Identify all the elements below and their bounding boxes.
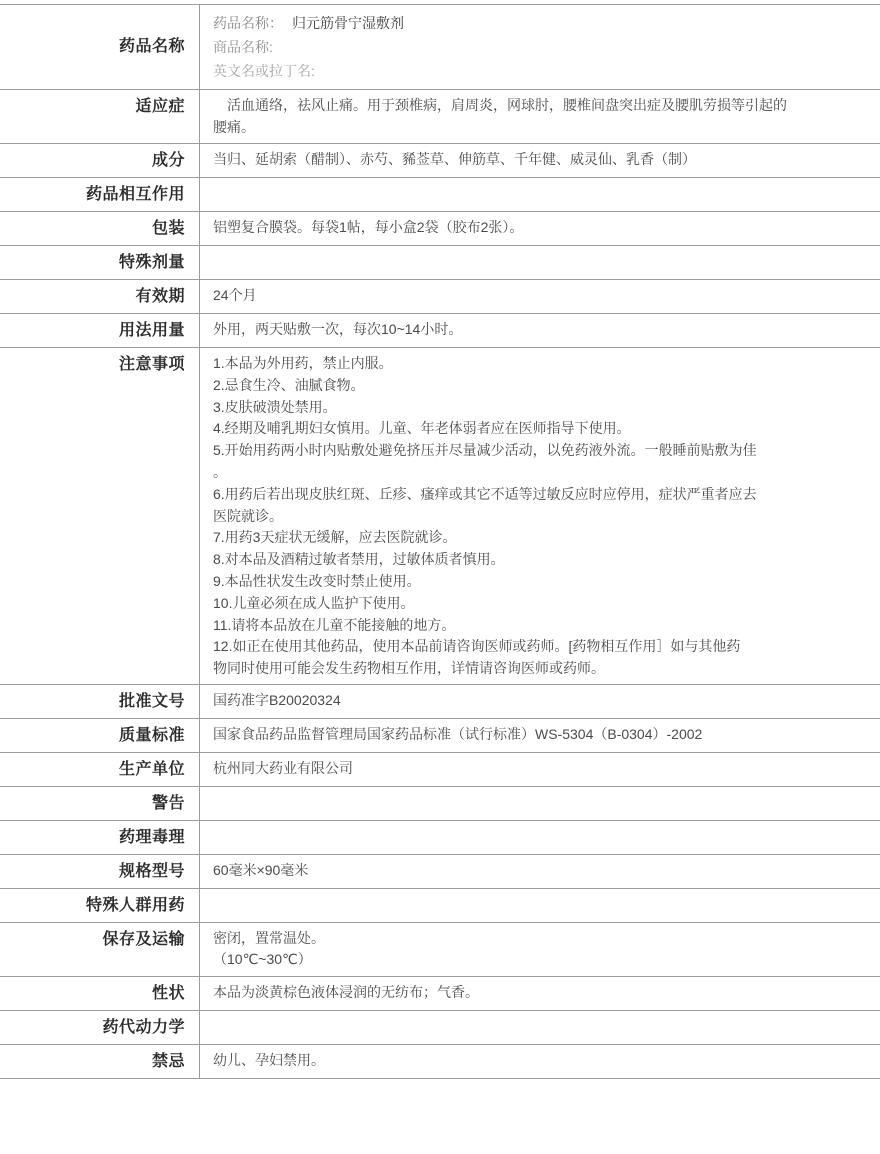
row-label: 质量标准: [0, 719, 200, 752]
row-content: [200, 5, 880, 89]
text-line: 5.开始用药两小时内贴敷处避免挤压并尽量减少活动，以免药液外流。一般睡前贴敷为佳: [213, 442, 757, 459]
text-line: （10℃~30℃）: [213, 951, 312, 968]
text-line: 医院就诊。: [213, 507, 283, 524]
text-line: 杭州同大药业有限公司: [213, 759, 353, 776]
row-dosage-usage: [0, 314, 880, 348]
row-content: [200, 1011, 880, 1044]
text-line: 外用，两天贴敷一次，每次10~14小时。: [213, 321, 463, 337]
row-label: 特殊剂量: [0, 246, 200, 279]
row-special-dosage: [0, 246, 880, 280]
row-storage-transport: [0, 923, 880, 977]
row-content: [200, 246, 880, 279]
row-appearance: [0, 977, 880, 1011]
page: [0, 4, 880, 1154]
text-line: 1.本品为外用药，禁止内服。: [213, 355, 393, 371]
row-content: [200, 178, 880, 211]
text-line: 6.用药后若出现皮肤红斑、丘疹、瘙痒或其它不适等过敏反应时应停用，症状严重者应去: [213, 485, 757, 502]
text-line: 11.请将本品放在儿童不能接触的地方。: [213, 616, 456, 633]
text-line: 7.用药3天症状无缓解，应去医院就诊。: [213, 529, 457, 546]
row-quality-standard: [0, 719, 880, 753]
row-packaging: [0, 212, 880, 246]
row-content: [200, 212, 880, 245]
text-line: 国家食品药品监督管理局国家药品标准（试行标准）WS-5304（B-0304）-2002: [213, 725, 703, 742]
row-content: [200, 855, 880, 888]
row-content: [200, 753, 880, 786]
row-manufacturer: [0, 753, 880, 787]
row-special-populations: [0, 889, 880, 923]
text-line: 3.皮肤破溃处禁用。: [213, 398, 337, 415]
text-line: 4.经期及哺乳期妇女慎用。儿童、年老体弱者应在医师指导下使用。: [213, 420, 631, 437]
row-content: [200, 685, 880, 718]
row-label: 药品相互作用: [0, 178, 200, 211]
english-name-line: 英文名或拉丁名:: [213, 63, 315, 79]
text-line: 本品为淡黄棕色液体浸润的无纺布；气香。: [213, 983, 479, 1000]
row-warning: [0, 787, 880, 821]
text-line: 8.对本品及酒精过敏者禁用，过敏体质者慎用。: [213, 551, 505, 568]
text-line: 9.本品性状发生改变时禁止使用。: [213, 572, 421, 589]
row-label: 药代动力学: [0, 1011, 200, 1044]
row-content: [200, 1045, 880, 1078]
text-line: 当归、延胡索（醋制）、赤芍、豨莶草、伸筋草、千年健、威灵仙、乳香（制）: [213, 151, 696, 167]
text-line: 24个月: [213, 287, 257, 303]
row-label: 特殊人群用药: [0, 889, 200, 922]
row-content: [200, 144, 880, 177]
row-content: [200, 719, 880, 752]
row-label: 生产单位: [0, 753, 200, 786]
row-shelf-life: [0, 280, 880, 314]
row-content: [200, 821, 880, 854]
row-label: 批准文号: [0, 685, 200, 718]
row-approval-number: [0, 685, 880, 719]
row-indications: [0, 90, 880, 144]
text-line: 活血通络，祛风止痛。用于颈椎病，肩周炎，网球肘，腰椎间盘突出症及腰肌劳损等引起的: [213, 97, 787, 113]
row-pharmacology-toxicology: [0, 821, 880, 855]
text-line: 。: [213, 463, 227, 480]
drug-name-key: 药品名称：: [213, 15, 283, 31]
row-label: 有效期: [0, 280, 200, 313]
row-label: 规格型号: [0, 855, 200, 888]
row-label: 包装: [0, 212, 200, 245]
text-line: 腰痛。: [213, 118, 255, 135]
row-content: [200, 923, 880, 976]
row-content: [200, 787, 880, 820]
row-label: 警告: [0, 787, 200, 820]
text-line: 铝塑复合膜袋。每袋1帖，每小盒2袋（胶布2张）。: [213, 219, 524, 235]
row-content: [200, 977, 880, 1010]
row-label: 药品名称: [0, 5, 200, 89]
row-label: 用法用量: [0, 314, 200, 347]
row-label: 性状: [0, 977, 200, 1010]
text-line: 物同时使用可能会发生药物相互作用，详情请咨询医师或药师。: [213, 660, 605, 677]
text-line: 10.儿童必须在成人监护下使用。: [213, 594, 415, 611]
row-content: [200, 314, 880, 347]
row-content: [200, 348, 880, 684]
drug-info-table: [0, 4, 880, 1079]
trade-name-line: 商品名称:: [213, 39, 273, 55]
row-label: 注意事项: [0, 348, 200, 684]
row-label: 适应症: [0, 90, 200, 143]
drug-name-line: [213, 11, 870, 35]
row-content: [200, 90, 880, 143]
text-line: 国药准字B20020324: [213, 691, 341, 708]
row-content: [200, 280, 880, 313]
row-contraindications: [0, 1045, 880, 1079]
row-precautions: [0, 348, 880, 685]
row-content: [200, 889, 880, 922]
row-specification: [0, 855, 880, 889]
row-label: 保存及运输: [0, 923, 200, 976]
text-line: 2.忌食生冷、油腻食物。: [213, 376, 365, 393]
row-ingredients: [0, 144, 880, 178]
row-label: 禁忌: [0, 1045, 200, 1078]
text-line: 幼儿、孕妇禁用。: [213, 1051, 325, 1068]
text-line: 密闭，置常温处。: [213, 929, 325, 946]
row-label: 药理毒理: [0, 821, 200, 854]
drug-name-value: 归元筋骨宁湿敷剂: [292, 15, 404, 31]
text-line: 12.如正在使用其他药品，使用本品前请咨询医师或药师。[药物相互作用］如与其他药: [213, 638, 741, 655]
text-line: 60毫米×90毫米: [213, 861, 309, 878]
row-pharmacokinetics: [0, 1011, 880, 1045]
row-label: 成分: [0, 144, 200, 177]
row-drug-interactions: [0, 178, 880, 212]
row-drug-name: [0, 5, 880, 90]
